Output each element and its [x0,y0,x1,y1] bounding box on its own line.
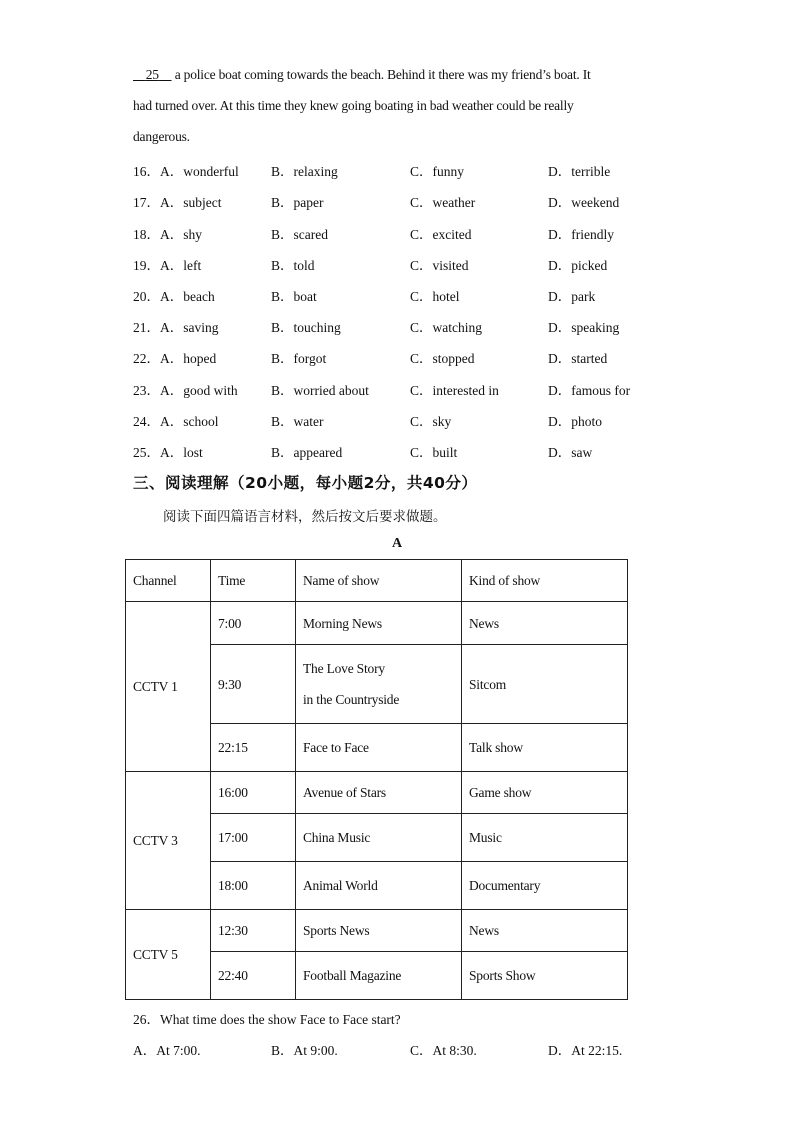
option-row-23: 23．A．good with B．worried about C．interested in D．famous for [133,383,631,398]
intro-line-2: had turned over. At this time they knew going boating in bad weather could be really [133,98,574,113]
table-row [126,772,628,814]
header-time: Time [211,560,296,602]
kind-cell: News [462,910,628,952]
kind-cell: Talk show [462,724,628,772]
option-row-18: 18．A．shy B．scared C．excited D．friendly [133,227,614,242]
intro-line-1: 25 a police boat coming towards the beach. Behind it there was my friend’s boat. It [133,67,591,83]
show-cell: China Music [296,814,462,862]
time-cell: 18:00 [211,862,296,910]
kind-cell: Sitcom [462,645,628,724]
option-d: D．At 22:15. [548,1043,623,1058]
show-cell: Sports News [296,910,462,952]
kind-cell: Documentary [462,862,628,910]
option-row-16: 16．A．wonderful B．relaxing C．funny D．terrible [133,164,611,179]
show-cell: Avenue of Stars [296,772,462,814]
table-row [126,910,628,952]
channel-cell: CCTV 3 [126,772,211,910]
blank-25: 25 [145,67,159,82]
question-26-text: 26．What time does the show Face to Face start? [133,1012,401,1027]
show-cell: The Love Story in the Countryside [296,645,462,724]
tv-schedule-table [125,559,628,1000]
time-cell: 12:30 [211,910,296,952]
option-a: A．At 7:00. [133,1043,201,1058]
show-cell: Morning News [296,602,462,645]
question-26-options [133,1039,693,1059]
option-row-17: 17．A．subject B．paper C．weather D．weekend [133,195,620,210]
kind-cell: News [462,602,628,645]
intro-line-3: dangerous. [133,129,190,144]
header-kind: Kind of show [462,560,628,602]
table-row [126,602,628,645]
option-b: B．At 9:00. [271,1043,338,1058]
channel-cell: CCTV 1 [126,602,211,772]
time-cell: 9:30 [211,645,296,724]
kind-cell: Music [462,814,628,862]
time-cell: 22:40 [211,952,296,1000]
header-channel: Channel [126,560,211,602]
option-row-25: 25．A．lost B．appeared C．built D．saw [133,445,593,460]
time-cell: 22:15 [211,724,296,772]
time-cell: 7:00 [211,602,296,645]
kind-cell: Game show [462,772,628,814]
option-row-21: 21．A．saving B．touching C．watching D．speaking [133,320,620,335]
show-cell: Face to Face [296,724,462,772]
passage-label: A [391,536,403,551]
option-row-20: 20．A．beach B．boat C．hotel D．park [133,289,596,304]
kind-cell: Sports Show [462,952,628,1000]
header-show: Name of show [296,560,462,602]
show-cell: Animal World [296,862,462,910]
section-title: 三、阅读理解（20小题，每小题2分，共40分） [133,474,478,492]
time-cell: 16:00 [211,772,296,814]
option-c: C．At 8:30. [410,1043,477,1058]
show-cell: Football Magazine [296,952,462,1000]
time-cell: 17:00 [211,814,296,862]
option-row-19: 19．A．left B．told C．visited D．picked [133,258,608,273]
option-row-22: 22．A．hoped B．forgot C．stopped D．started [133,351,608,366]
section-instruction: 阅读下面四篇语言材料，然后按文后要求做题。 [163,509,447,525]
table-header-row [126,560,628,602]
channel-cell: CCTV 5 [126,910,211,1000]
option-row-24: 24．A．school B．water C．sky D．photo [133,414,603,429]
